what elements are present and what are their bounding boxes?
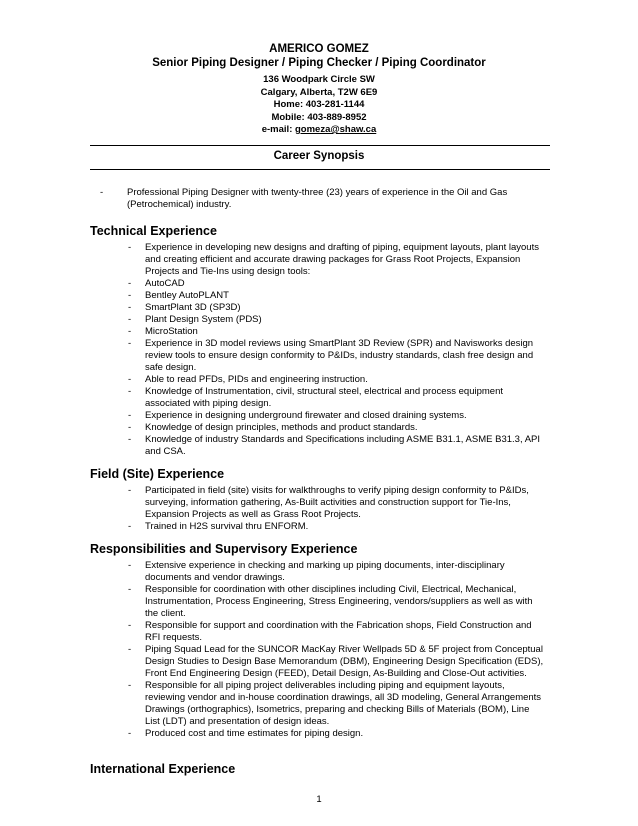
list-item (90, 278, 545, 290)
list-item (90, 620, 545, 644)
address-line-1: 136 Woodpark Circle SW (263, 74, 375, 85)
list-item (90, 584, 545, 620)
bullet-dash: - (128, 302, 132, 313)
list-item (90, 338, 545, 374)
bullet-dash: - (128, 644, 132, 655)
item-text: Experience in designing underground firewater and closed draining systems. (145, 410, 467, 421)
list-item (90, 434, 545, 458)
home-phone: Home: 403-281-1144 (273, 99, 365, 110)
technical-experience-heading: Technical Experience (90, 224, 217, 238)
technical-experience-list (90, 242, 560, 458)
bullet-dash: - (128, 410, 132, 421)
divider-top (90, 145, 550, 146)
item-text: AutoCAD (145, 278, 185, 289)
item-text: Piping Squad Lead for the SUNCOR MacKay River Wellpads 5D & 5F project from Conceptual Design Studies to Design Base Memorandum (DBM), Engineering Design Specification (EDS), Front End Engineering Design (FEED), Detail Design, As-Building and Close-Out activities. (145, 644, 544, 679)
item-text: Knowledge of Instrumentation, civil, structural steel, electrical and process equipment associated with piping design. (145, 386, 504, 409)
field-experience-section (90, 467, 560, 533)
list-item (90, 410, 545, 422)
bullet-dash: - (100, 187, 104, 198)
technical-experience-section (90, 224, 560, 458)
bullet-dash: - (128, 620, 132, 631)
bullet-dash: - (128, 521, 132, 532)
list-item (90, 242, 545, 278)
list-item (90, 521, 545, 533)
bullet-dash: - (128, 584, 132, 595)
bullet-dash: - (128, 680, 132, 691)
bullet-dash: - (128, 386, 132, 397)
item-text: Plant Design System (PDS) (145, 314, 262, 325)
list-item (90, 314, 545, 326)
list-item (90, 326, 545, 338)
bullet-dash: - (128, 242, 132, 253)
item-text: Able to read PFDs, PIDs and engineering instruction. (145, 374, 368, 385)
bullet-dash: - (128, 338, 132, 349)
list-item (90, 680, 545, 728)
item-text: Knowledge of design principles, methods and product standards. (145, 422, 418, 433)
item-text: Produced cost and time estimates for piping design. (145, 728, 364, 739)
list-item (90, 422, 545, 434)
field-experience-heading: Field (Site) Experience (90, 467, 225, 481)
bullet-dash: - (128, 728, 132, 739)
bullet-dash: - (128, 290, 132, 301)
bullet-dash: - (128, 278, 132, 289)
list-item (90, 644, 545, 680)
email-line (0, 124, 638, 137)
list-item (90, 374, 545, 386)
list-item (90, 302, 545, 314)
item-text: Trained in H2S survival thru ENFORM. (145, 521, 309, 532)
page-number: 1 (316, 794, 322, 805)
mobile-phone: Mobile: 403-889-8952 (271, 111, 367, 123)
list-item (90, 560, 545, 584)
bullet-dash: - (128, 434, 132, 445)
email-link[interactable]: gomeza@shaw.ca (295, 124, 377, 135)
item-text: Experience in developing new designs and drafting of piping, equipment layouts, plant layouts and creating efficient and accurate drawing packages for Grass Root Projects, Expansion Projects and Tie-Ins using design tools: (145, 242, 539, 277)
email-label: e-mail: (261, 124, 295, 135)
synopsis-text: Professional Piping Designer with twenty-three (23) years of experience in the Oil and Gas (Petrochemical) industry. (127, 187, 508, 210)
list-item (90, 386, 545, 410)
international-experience-section (90, 762, 560, 777)
responsibilities-list (90, 560, 560, 740)
candidate-name: AMERICO GOMEZ (269, 43, 369, 55)
bullet-dash: - (128, 485, 132, 496)
list-item (90, 728, 545, 740)
item-text: Responsible for all piping project deliverables including piping and equipment layouts, reviewing vendor and in-house coordination drawings, all 3D modeling, General Arrangements Drawings (orthographics), Isometrics, preparing and checking Bills of Materials (BOM), Line List (LDT) and presentation of design ideas. (145, 680, 542, 727)
field-experience-list (90, 485, 560, 533)
bullet-dash: - (128, 314, 132, 325)
responsibilities-section (90, 542, 560, 740)
candidate-title: Senior Piping Designer / Piping Checker / Piping Coordinator (152, 57, 486, 69)
bullet-dash: - (128, 326, 132, 337)
item-text: Bentley AutoPLANT (145, 290, 229, 301)
bullet-dash: - (128, 560, 132, 571)
item-text: Experience in 3D model reviews using SmartPlant 3D Review (SPR) and Navisworks design review tools to ensure design conformity to P&IDs, industry standards, clash free design and safe design. (145, 338, 534, 373)
item-text: Responsible for coordination with other disciplines including Civil, Electrical, Mechanical, Instrumentation, Process Engineering, Stress Engineering, vendors/suppliers as well as with the client. (145, 584, 533, 619)
item-text: Extensive experience in checking and marking up piping documents, inter-disciplinary documents and vendor drawings. (145, 560, 505, 583)
item-text: Participated in field (site) visits for walkthroughs to verify piping design conformity to P&IDs, surveying, information gathering, As-Built activities and construction support for Tie-Ins, Expansion Projects as well as Grass Root Projects. (145, 485, 529, 520)
item-text: SmartPlant 3D (SP3D) (145, 302, 241, 313)
list-item (90, 290, 545, 302)
resume-header (0, 42, 638, 137)
item-text: Knowledge of industry Standards and Specifications including ASME B31.1, ASME B31.3, API and CSA. (145, 434, 541, 457)
item-text: MicroStation (145, 326, 198, 337)
address-line-2: Calgary, Alberta, T2W 6E9 (260, 86, 378, 98)
list-item (90, 485, 545, 521)
international-experience-heading: International Experience (90, 762, 236, 776)
divider-bottom (90, 169, 550, 170)
bullet-dash: - (128, 374, 132, 385)
career-synopsis-heading: Career Synopsis (273, 150, 365, 162)
responsibilities-heading: Responsibilities and Supervisory Experience (90, 542, 358, 556)
item-text: Responsible for support and coordination with the Fabrication shops, Field Construction and RFI requests. (145, 620, 532, 643)
bullet-dash: - (128, 422, 132, 433)
